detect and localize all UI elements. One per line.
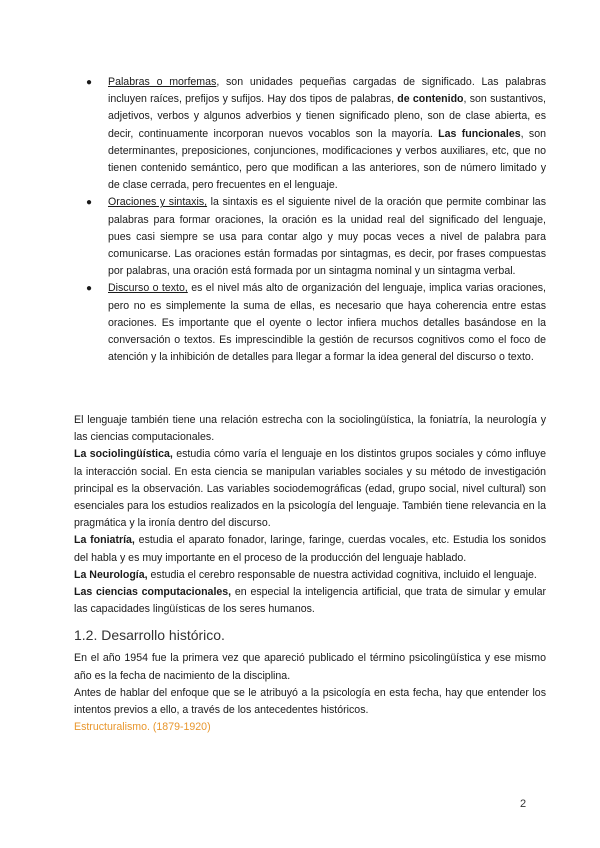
bullet-term: Discurso o texto, <box>108 282 188 295</box>
paragraph-neurologia <box>74 567 546 584</box>
bullet-list <box>78 74 546 366</box>
paragraph-text: estudia el aparato fonador, laringe, faringe, cuerdas vocales, etc. Estudia los sonidos del habla y es muy importante en el proceso de la producción del lenguaje hablado. <box>74 534 546 564</box>
bold-term: Las funcionales <box>438 127 521 140</box>
bold-term: La Neurología, <box>74 568 148 581</box>
bullet-term: Oraciones y sintaxis, <box>108 196 208 209</box>
bullet-icon: ● <box>86 283 93 295</box>
list-item <box>78 280 546 366</box>
bullet-icon: ● <box>86 197 93 209</box>
bullet-text: , son unidades pequeñas cargadas de significado. Las palabras incluyen raíces, prefijos y sufijos. Hay dos tipos de palabras, <box>108 76 546 106</box>
paragraph-sociolinguistica <box>74 446 546 532</box>
history-paragraph-1: En el año 1954 fue la primera vez que apareció publicado el término psicolingüística y ese mismo año es la fecha de nacimiento de la disciplina. <box>74 652 546 682</box>
bullet-icon: ● <box>86 77 93 88</box>
history-paragraph-2: Antes de hablar del enfoque que se le atribuyó a la psicología en esta fecha, hay que entender los intentos previos a ello, a través de los antecedentes históricos. <box>74 686 546 717</box>
paragraph-foniatria <box>74 532 546 566</box>
bold-term: La foniatría, <box>74 534 135 547</box>
bold-term: La sociolingüística, <box>74 448 173 461</box>
paragraph-text: estudia cómo varía el lenguaje en los distintos grupos sociales y cómo influye la interacción social. En esta ciencia se manipulan variables sociales y su método de investigación principal es la observación. Las variables sociodemográficas (edad, grupo social, nivel cultural) son esenciales para los estudios realizados en la psicología del lenguaje. También tiene relevancia en la pragmática y la ironía dentro del discurso. <box>74 448 546 530</box>
page-number: 2 <box>520 798 527 810</box>
bold-term: Las ciencias computacionales, <box>74 586 232 599</box>
bold-term: de contenido <box>397 93 464 106</box>
paragraph-text: estudia el cerebro responsable de nuestra actividad cognitiva, incluido el lenguaje. <box>147 568 537 581</box>
section-heading: 1.2. Desarrollo histórico. <box>74 627 225 644</box>
list-item <box>78 74 546 194</box>
bullet-text: , son sustantivos, adjetivos, verbos y algunos adverbios y tienen significado pleno, son de clase abierta, es decir, continuamente incorporan nuevos vocablos son la mayoría. <box>108 93 547 140</box>
intro-paragraph: El lenguaje también tiene una relación estrecha con la sociolingüística, la foniatría, la neurología y las ciencias computacionales. <box>74 414 546 444</box>
body-text <box>74 412 546 736</box>
list-item <box>78 194 546 280</box>
subheading: Estructuralismo. (1879-1920) <box>74 721 211 734</box>
bullet-text: , son determinantes, preposiciones, conjunciones, modificaciones y verbos auxiliares, etc, que no tienen contenido semántico, pero que modifican a las anteriores, son de número limitado y de clase cerrada, pero frecuentes en el lenguaje. <box>108 127 546 192</box>
bullet-text: la sintaxis es el siguiente nivel de la oración que permite combinar las palabras para formar oraciones, la oración es la unidad real del significado del lenguaje, pues casi siempre se usa para contar algo y muy pocas veces a nivel de palabra para comunicarse. Las oraciones están formadas por sintagmas, es decir, por frases compuestas por palabras, una oración está formada por un sintagma nominal y un sintagma verbal. <box>108 196 546 278</box>
bullet-term: Palabras o morfemas <box>108 76 217 88</box>
paragraph-computacionales <box>74 584 546 618</box>
bullet-text: es el nivel más alto de organización del lenguaje, implica varias oraciones, pero no es simplemente la suma de ellas, es necesario que haya coherencia entre estas oraciones. Es importante que el oyente o lector infiera muchos detalles basándose en la conversación o textos. Es imprescindible la gestión de recursos cognitivos como el foco de atención y la inhibición de detalles para llegar a formar la idea general del discurso o texto. <box>108 282 546 364</box>
paragraph-text: en especial la inteligencia artificial, que trata de simular y emular las capacidades lingüísticas de los seres humanos. <box>74 586 546 616</box>
